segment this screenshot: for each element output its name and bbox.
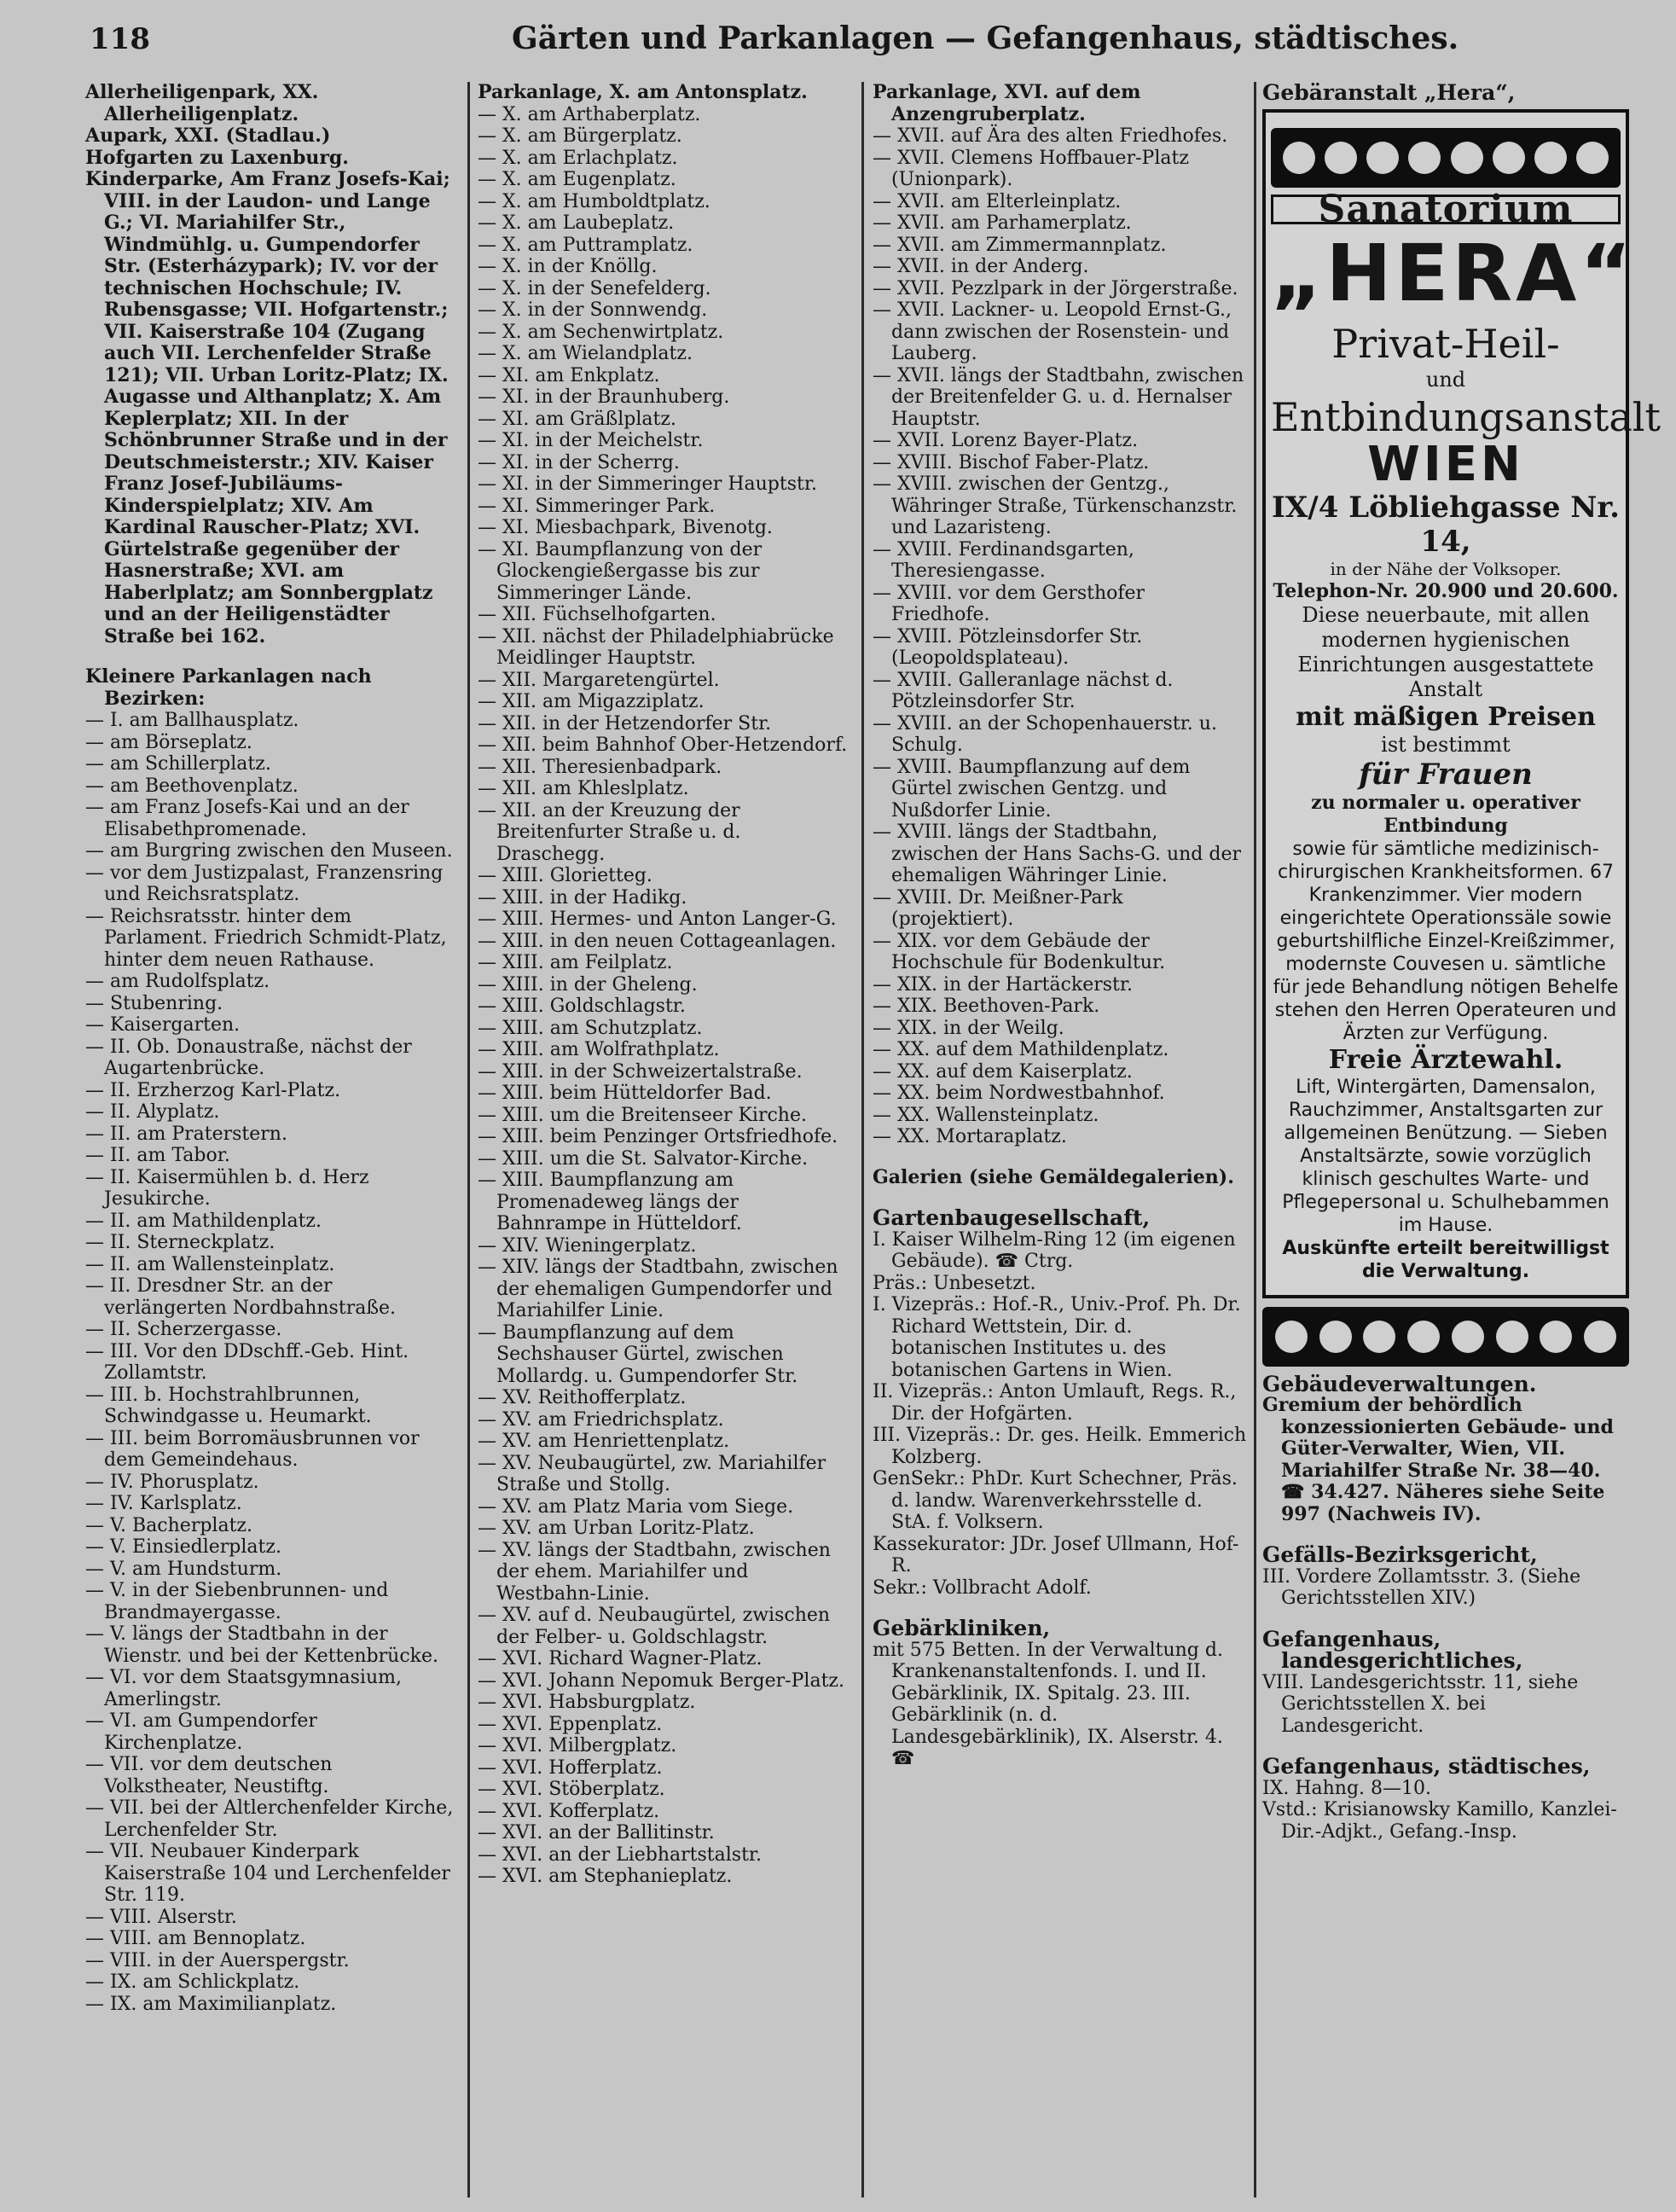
list-item: — XVIII. Pötzleinsdorfer Str. (Leopoldsplateau).	[873, 625, 1143, 669]
spacer	[85, 647, 461, 666]
list-item: — XVI. an der Liebhartstalstr.	[478, 1843, 763, 1866]
ad-free: Freie Ärztewahl.	[1328, 1044, 1563, 1075]
list-item: — II. Erzherzog Karl-Platz.	[85, 1079, 341, 1101]
list-item: — XX. auf dem Mathildenplatz.	[873, 1039, 1169, 1060]
column-rule	[1254, 82, 1256, 2197]
list-item: — XIII. am Feilplatz.	[478, 952, 673, 973]
list-item: — XVII. Lorenz Bayer-Platz.	[873, 430, 1139, 451]
list-item: — XII. in der Hetzendorfer Str.	[478, 712, 772, 734]
entry-heading: Gebäudeverwaltungen.	[1262, 1371, 1537, 1396]
list-item: — XI. Baumpflanzung von der Glockengießergasse bis zur Simmeringer Lände.	[478, 538, 763, 604]
list-item: — XVIII. Bischof Faber-Platz.	[873, 451, 1150, 473]
list-item: — XI. in der Meichelstr.	[478, 430, 704, 451]
list-item: — XIX. Beethoven-Park.	[873, 996, 1100, 1017]
list-item: — XVII. in der Anderg.	[873, 256, 1089, 277]
list-item: — XVI. Stöberplatz.	[478, 1779, 665, 1800]
ad-intro: Diese neuerbaute, mit allen modernen hygienischen Einrichtungen ausgestattete Anstalt	[1297, 602, 1594, 701]
entry-heading: Hofgarten zu Laxenburg.	[85, 146, 349, 169]
ad-intended: ist bestimmt	[1381, 732, 1511, 757]
list-item: — XVI. Milbergplatz.	[478, 1735, 677, 1756]
ad-women: für Frauen	[1359, 757, 1533, 792]
list-item: Vstd.: Krisianowsky Kamillo, Kanzlei-Dir.-Adjkt., Gefang.-Insp.	[1262, 1799, 1617, 1843]
ad-near: in der Nähe der Volksoper.	[1330, 558, 1562, 579]
list-item: — XV. am Urban Loritz-Platz.	[478, 1518, 755, 1539]
list-item: — XV. Reithofferplatz.	[478, 1387, 687, 1408]
list-item: — vor dem Justizpalast, Franzensring und Reichsratsplatz.	[85, 862, 444, 905]
ad-sanatorium: Sanatorium	[1271, 194, 1621, 225]
list-item: — XII. am Khleslplatz.	[478, 778, 689, 799]
ad-address: IX/4 Löbliehgasse Nr. 14,	[1272, 490, 1620, 559]
ad-body2: Lift, Wintergärten, Damensalon, Rauchzimmer, Anstaltsgarten zur allgemeinen Benützung. — Sieben Anstaltsärzte, sowie vorzüglich klinisch geschultes Warte- und Pflegepersonal u. Schulhebammen im Hause.	[1282, 1076, 1609, 1236]
list-item: — XVI. an der Ballitinstr.	[478, 1822, 715, 1843]
list-item: — am Schillerplatz.	[85, 753, 271, 775]
list-item: — XX. Wallensteinplatz.	[873, 1104, 1099, 1126]
list-item: — am Franz Josefs-Kai und an der Elisabethpromenade.	[85, 797, 409, 840]
ad-prices: mit mäßigen Preisen	[1296, 701, 1596, 732]
list-item: — IV. Phorusplatz.	[85, 1471, 259, 1493]
list-item: — XVIII. an der Schopenhauerstr. u. Schulg.	[873, 712, 1217, 756]
list-item: — XII. beim Bahnhof Ober-Hetzendorf.	[478, 734, 848, 756]
list-item: — V. längs der Stadtbahn in der Wienstr. und bei der Kettenbrücke.	[85, 1623, 438, 1667]
entry-heading: Gefälls-Bezirksgericht,	[1262, 1542, 1538, 1567]
list-item: — XVI. Eppenplatz.	[478, 1713, 663, 1735]
list-item: — XIII. Hermes- und Anton Langer-G.	[478, 909, 837, 930]
list-item: — XV. am Friedrichsplatz.	[478, 1408, 724, 1431]
spacer	[1262, 1610, 1629, 1629]
entry-heading: Gebäranstalt „Hera“,	[1262, 80, 1516, 105]
list-item: — XIII. in den neuen Cottageanlagen.	[478, 930, 837, 952]
list-item: — I. am Ballhausplatz.	[85, 710, 299, 731]
list-item: — II. am Praterstern.	[85, 1123, 287, 1145]
column-1	[85, 82, 461, 2015]
list-item: — XI. am Gräßlplatz.	[478, 408, 676, 430]
list-item: — XIII. am Wolfrathplatz.	[478, 1039, 720, 1060]
list-item: — XI. in der Simmeringer Hauptstr.	[478, 473, 817, 495]
advertisement-hera	[1262, 109, 1661, 1298]
list-item: — XX. beim Nordwestbahnhof.	[873, 1083, 1165, 1104]
ornament-band	[1271, 128, 1621, 188]
list-item: — III. Vor den DDschff.-Geb. Hint. Zollamtstr.	[85, 1340, 409, 1384]
list-item: — Reichsratsstr. hinter dem Parlament. Friedrich Schmidt-Platz, hinter dem neuen Rathause.	[85, 905, 447, 971]
list-item: — V. Bacherplatz.	[85, 1514, 252, 1536]
ad-normal: zu normaler u. operativer Entbindung	[1311, 791, 1580, 837]
list-item: — XI. Simmeringer Park.	[478, 495, 716, 517]
list-item: — Kaisergarten.	[85, 1014, 241, 1036]
list-item: — VII. Neubauer Kinderpark Kaiserstraße 104 und Lerchenfelder Str. 119.	[85, 1841, 450, 1906]
list-item: — XIII. Baumpflanzung am Promenadeweg längs der Bahnrampe in Hütteldorf.	[478, 1170, 742, 1234]
page-title: Gärten und Parkanlagen — Gefangenhaus, städtisches.	[512, 20, 1459, 56]
list-item: — IX. am Maximilianplatz.	[85, 1993, 337, 2015]
list-item: III. Vizepräs.: Dr. ges. Heilk. Emmerich Kolzberg.	[873, 1425, 1247, 1468]
list-item: — XVIII. Dr. Meißner-Park (projektiert).	[873, 886, 1123, 930]
list-item: — XI. am Enkplatz.	[478, 364, 660, 386]
entry-heading: Allerheiligenpark, XX. Allerheiligenplatz.	[85, 81, 319, 125]
list-item: Sekr.: Vollbracht Adolf.	[873, 1576, 1092, 1599]
ornament-band	[1262, 1307, 1629, 1367]
list-item: — II. Ob. Donaustraße, nächst der Augartenbrücke.	[85, 1036, 412, 1079]
list-item: — XII. Theresienbadpark.	[478, 756, 722, 778]
column-4-entries	[1262, 1373, 1629, 1843]
list-item: — X. am Wielandplatz.	[478, 343, 693, 364]
ad-wien: WIEN	[1367, 436, 1524, 492]
list-item: — XV. am Platz Maria vom Siege.	[478, 1495, 794, 1518]
list-item: — VI. am Gumpendorfer Kirchenplatze.	[85, 1710, 317, 1754]
list-item: — XV. längs der Stadtbahn, zwischen der ehem. Mariahilfer und Westbahn-Linie.	[478, 1539, 831, 1605]
list-item: — XIII. in der Gheleng.	[478, 973, 698, 996]
spacer	[1262, 1525, 1629, 1544]
list-item: — XV. Neubaugürtel, zw. Mariahilfer Straße und Stollg.	[478, 1452, 826, 1495]
list-item: — XVI. Kofferplatz.	[478, 1800, 660, 1822]
list-item: III. Vordere Zollamtsstr. 3. (Siehe Gerichtsstellen XIV.)	[1262, 1565, 1581, 1609]
list-item: — XIII. am Schutzplatz.	[478, 1017, 703, 1039]
list-item: Kassekurator: JDr. Josef Ullmann, Hof-R.	[873, 1533, 1239, 1576]
entry-heading: Gefangenhaus, städtisches,	[1262, 1754, 1591, 1779]
list-item: — XII. nächst der Philadelphiabrücke Meidlinger Hauptstr.	[478, 625, 834, 669]
spacer	[1262, 1737, 1629, 1756]
list-item: — XI. in der Braunhuberg.	[478, 386, 730, 408]
spacer	[873, 1599, 1248, 1617]
page-header	[0, 17, 1676, 67]
list-item: — XVII. auf Ära des alten Friedhofes.	[873, 125, 1228, 147]
list-item: — am Beethovenplatz.	[85, 775, 299, 797]
list-item: — XIV. Wieningerplatz.	[478, 1234, 697, 1257]
list-item: — XVII. am Parhamerplatz.	[873, 212, 1132, 234]
list-item: — VI. vor dem Staatsgymnasium, Amerlingstr.	[85, 1667, 402, 1710]
list-item: — V. in der Siebenbrunnen- und Brandmayergasse.	[85, 1580, 389, 1623]
list-item: — XVI. Habsburgplatz.	[478, 1692, 696, 1713]
entry-heading: Gremium der behördlich konzessionierten Gebäude- und Güter-Verwalter, Wien, VII. Mariahilfer Straße Nr. 38—40. ☎ 34.427. Näheres siehe Seite 997 (Nachweis IV).	[1262, 1394, 1614, 1525]
list-item: IX. Hahng. 8—10.	[1262, 1777, 1432, 1799]
list-item: — XII. Margaretengürtel.	[478, 669, 720, 691]
list-item: — X. am Sechenwirtplatz.	[478, 321, 724, 343]
ad-und: und	[1425, 368, 1466, 392]
ad-line2: Entbindungsanstalt	[1271, 393, 1661, 440]
list-item: — VIII. am Bennoplatz.	[85, 1928, 306, 1949]
list-item: — XIII. um die St. Salvator-Kirche.	[478, 1147, 809, 1170]
list-item: — II. Sterneckplatz.	[85, 1232, 275, 1253]
list-item: — XX. auf dem Kaiserplatz.	[873, 1060, 1133, 1083]
list-item: — XIII. in der Hadikg.	[478, 886, 687, 909]
ad-line1: Privat-Heil-	[1331, 321, 1560, 367]
list-item: — IX. am Schlickplatz.	[85, 1971, 300, 1993]
entry-heading: Kinderparke, Am Franz Josefs-Kai; VIII. in der Laudon- und Lange G.; VI. Mariahilfer Str., Windmühlg. u. Gumpendorfer Str. (Esterházypark); IV. vor der technischen Hochschule; IV. Rubensgasse; VII. Hofgartenstr.; VII. Kaiserstraße 104 (Zugang auch VII. Lerchenfelder Straße 121); VII. Urban Loritz-Platz; IX. Augasse und Althanplatz; X. Am Keplerplatz; XII. In der Schönbrunner Straße und in der Deutschmeisterstr.; XIV. Kaiser Franz Josef-Jubiläums-Kinderspielplatz; XIV. Am Kardinal Rauscher-Platz; XVI. Gürtelstraße gegenüber der Hasnerstraße; XVI. am Haberlplatz; am Sonnbergplatz und an der Heiligenstädter Straße bei 162.	[85, 168, 450, 647]
list-item: — XII. an der Kreuzung der Breitenfurter Straße u. d. Draschegg.	[478, 799, 741, 865]
list-item: — XIII. um die Breitenseer Kirche.	[478, 1104, 807, 1126]
list-item: — XVIII. längs der Stadtbahn, zwischen der Hans Sachs-G. und der ehemaligen Währinger Linie.	[873, 822, 1241, 886]
list-item: — XVII. Clemens Hoffbauer-Platz (Unionpark).	[873, 147, 1189, 190]
spacer	[873, 1148, 1248, 1167]
list-item: VIII. Landesgerichtsstr. 11, siehe Gerichtsstellen X. bei Landesgericht.	[1262, 1671, 1579, 1737]
list-item: — II. Scherzergasse.	[85, 1319, 282, 1340]
list-item: — XII. Füchselhofgarten.	[478, 604, 716, 625]
list-item: — XX. Mortaraplatz.	[873, 1126, 1067, 1147]
list-item: — XVIII. Ferdinandsgarten, Theresiengasse.	[873, 538, 1134, 582]
list-item: — XIII. in der Schweizertalstraße.	[478, 1060, 803, 1083]
entry-heading: Gefangenhaus, landesgerichtliches,	[1262, 1626, 1523, 1673]
list-item: — VII. vor dem deutschen Volkstheater, Neustiftg.	[85, 1754, 333, 1797]
entry-heading: Kleinere Parkanlagen nach Bezirken:	[85, 665, 372, 710]
list-item: — XI. in der Scherrg.	[478, 451, 680, 473]
list-item: — XIII. Glorietteg.	[478, 865, 652, 886]
list-item: — XVII. Lackner- u. Leopold Ernst-G., dann zwischen der Rosenstein- und Lauberg.	[873, 299, 1232, 364]
list-item: II. Vizepräs.: Anton Umlauft, Regs. R., Dir. der Hofgärten.	[873, 1381, 1237, 1425]
column-4	[1262, 80, 1661, 1843]
list-item: — IV. Karlsplatz.	[85, 1493, 242, 1514]
list-item: — XVIII. Baumpflanzung auf dem Gürtel zwischen Gentzg. und Nußdorfer Linie.	[873, 756, 1191, 822]
column-3	[873, 82, 1248, 1770]
list-item: — VIII. Alserstr.	[85, 1906, 237, 1928]
page-number: 118	[90, 22, 150, 56]
list-item: — XV. auf d. Neubaugürtel, zwischen der Felber- u. Goldschlagstr.	[478, 1605, 831, 1648]
list-item: — XI. Miesbachpark, Bivenotg.	[478, 517, 773, 538]
list-item: — X. am Puttramplatz.	[478, 234, 693, 256]
list-item: — X. in der Sonnwendg.	[478, 299, 708, 321]
list-item: — XIII. beim Penzinger Ortsfriedhofe.	[478, 1126, 838, 1147]
list-item: — X. am Bürgerplatz.	[478, 125, 682, 147]
list-item: — XIII. Goldschlagstr.	[478, 996, 686, 1017]
list-item: — XVII. am Elterleinplatz.	[873, 190, 1122, 212]
list-item: — VIII. in der Auerspergstr.	[85, 1949, 350, 1971]
column-rule	[467, 82, 470, 2197]
list-item: GenSekr.: PhDr. Kurt Schechner, Präs. d. landw. Warenverkehrsstelle d. StA. f. Volksern.	[873, 1468, 1238, 1533]
list-item: mit 575 Betten. In der Verwaltung d. Krankenanstaltenfonds. I. und II. Gebärklinik, IX. Spitalg. 23. III. Gebärklinik (n. d. Landesgebärklinik), IX. Alserstr. 4. ☎	[873, 1639, 1223, 1769]
list-item: — XVIII. zwischen der Gentzg., Währinger Straße, Türkenschanzstr. und Lazaristeng.	[873, 473, 1238, 538]
spacer	[873, 1188, 1248, 1207]
list-item: — III. b. Hochstrahlbrunnen, Schwindgasse u. Heumarkt.	[85, 1384, 372, 1427]
list-item: — X. am Erlachplatz.	[478, 147, 678, 169]
list-item: — Stubenring.	[85, 992, 223, 1014]
list-item: — II. Dresdner Str. an der verlängerten Nordbahnstraße.	[85, 1275, 397, 1319]
list-item: — am Burgring zwischen den Museen.	[85, 840, 453, 862]
list-item: — XVII. Pezzlpark in der Jörgerstraße.	[873, 277, 1238, 299]
ad-phone: Telephon-Nr. 20.900 und 20.600.	[1273, 579, 1619, 602]
list-item: — X. am Eugenplatz.	[478, 169, 676, 190]
list-item: — XV. am Henriettenplatz.	[478, 1431, 730, 1452]
entry-heading: Galerien (siehe Gemäldegalerien).	[873, 1165, 1234, 1188]
list-item: — VII. bei der Altlerchenfelder Kirche, Lerchenfelder Str.	[85, 1797, 454, 1841]
list-item: — X. am Laubeplatz.	[478, 212, 675, 234]
list-item: — XVIII. vor dem Gersthofer Friedhofe.	[873, 582, 1145, 625]
list-item: I. Vizepräs.: Hof.-R., Univ.-Prof. Ph. Dr. Richard Wettstein, Dir. d. botanischen Institutes u. des botanischen Gartens in Wien.	[873, 1294, 1241, 1381]
list-item: — XVI. Hofferplatz.	[478, 1756, 663, 1779]
list-item: — XVIII. Galleranlage nächst d. Pötzleinsdorfer Str.	[873, 669, 1174, 712]
list-item: — XIX. in der Weilg.	[873, 1017, 1064, 1039]
entry-heading: Gebärkliniken,	[873, 1616, 1051, 1640]
ad-hera: „HERA“	[1271, 228, 1635, 319]
list-item: — II. am Tabor.	[85, 1145, 230, 1166]
entry-heading: Parkanlage, XVI. auf dem Anzengruberplatz.	[873, 81, 1141, 125]
list-item: — XIX. in der Hartäckerstr.	[873, 973, 1133, 996]
list-item: — XVII. am Zimmermannplatz.	[873, 234, 1167, 256]
list-item: — XVII. längs der Stadtbahn, zwischen der Breitenfelder G. u. d. Hernalser Hauptstr.	[873, 364, 1244, 430]
list-item: — II. am Mathildenplatz.	[85, 1210, 322, 1232]
list-item: — II. am Wallensteinplatz.	[85, 1253, 335, 1275]
list-item: — II. Kaisermühlen b. d. Herz Jesukirche.	[85, 1166, 369, 1210]
list-item: — XIII. beim Hütteldorfer Bad.	[478, 1083, 772, 1104]
entry-heading: Parkanlage, X. am Antonsplatz.	[478, 81, 808, 103]
list-item: — XII. am Migazziplatz.	[478, 691, 705, 712]
list-item: Präs.: Unbesetzt.	[873, 1272, 1036, 1294]
list-item: — V. am Hundsturm.	[85, 1558, 282, 1580]
ad-info: Auskünfte erteilt bereitwilligst die Verwaltung.	[1282, 1237, 1609, 1282]
list-item: — III. beim Borromäusbrunnen vor dem Gemeindehaus.	[85, 1427, 420, 1471]
list-item: — X. am Arthaberplatz.	[478, 103, 701, 125]
list-item: — am Rudolfsplatz.	[85, 971, 270, 992]
list-item: — X. am Humboldtplatz.	[478, 190, 710, 212]
list-item: — X. in der Senefelderg.	[478, 277, 711, 299]
list-item: — II. Alyplatz.	[85, 1101, 220, 1123]
entry-heading: Aupark, XXI. (Stadlau.)	[85, 125, 331, 147]
ad-body1: sowie für sämtliche medizinisch-chirurgischen Krankheitsformen. 67 Krankenzimmer. Vier modern eingerichtete Operationssäle sowie geburtshilfliche Einzel-Kreißzimmer, modernste Couvesen u. sämtliche für jede Behandlung nötigen Behelfe stehen den Herren Operateuren und Ärzten zur Verfügung.	[1273, 838, 1619, 1044]
column-2	[478, 82, 853, 1888]
list-item: I. Kaiser Wilhelm-Ring 12 (im eigenen Gebäude). ☎ Ctrg.	[873, 1228, 1236, 1272]
list-item: — XVI. Johann Nepomuk Berger-Platz.	[478, 1669, 844, 1692]
list-item: — XVI. am Stephanieplatz.	[478, 1866, 733, 1887]
list-item: — XIV. längs der Stadtbahn, zwischen der ehemaligen Gumpendorfer und Mariahilfer Linie.	[478, 1257, 838, 1321]
list-item: — XIX. vor dem Gebäude der Hochschule für Bodenkultur.	[873, 930, 1166, 973]
entry-heading: Gartenbaugesellschaft,	[873, 1205, 1151, 1230]
list-item: — X. in der Knöllg.	[478, 256, 658, 277]
list-item: — am Börseplatz.	[85, 731, 252, 753]
list-item: — V. Einsiedlerplatz.	[85, 1536, 281, 1558]
list-item: — Baumpflanzung auf dem Sechshauser Gürtel, zwischen Mollardg. u. Gumpendorfer Str.	[478, 1321, 798, 1387]
column-rule	[861, 82, 864, 2197]
list-item: — XVI. Richard Wagner-Platz.	[478, 1648, 763, 1669]
